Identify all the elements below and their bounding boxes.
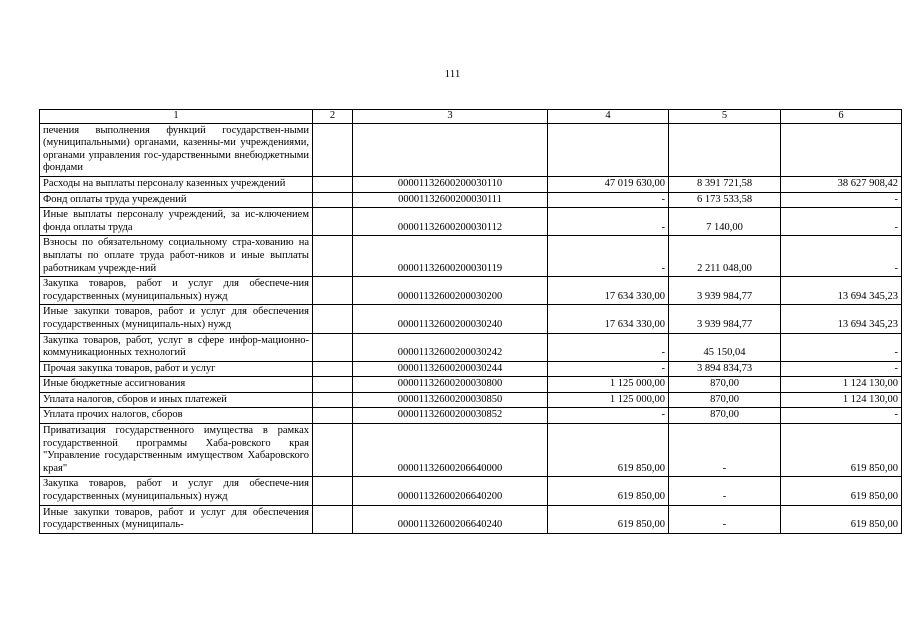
executed-amount	[669, 123, 781, 176]
column-header: 4	[548, 110, 669, 124]
row-description: Приватизация государственного имущества в рамках государственной программы Хаба-ровского края "Управление государственным имуществом Хабаровского края"	[40, 424, 313, 477]
budget-classification-code: 00001132600200030110	[353, 176, 548, 192]
row-column-2	[313, 333, 353, 361]
row-description: Прочая закупка товаров, работ и услуг	[40, 361, 313, 377]
row-column-2	[313, 392, 353, 408]
remaining-amount: -	[781, 408, 902, 424]
remaining-amount: 619 850,00	[781, 477, 902, 505]
row-column-2	[313, 477, 353, 505]
budget-classification-code: 00001132600200030244	[353, 361, 548, 377]
remaining-amount: 1 124 130,00	[781, 392, 902, 408]
row-description: печения выполнения функций государствен-ными (муниципальными) органами, казенны-ми учреждениями, органами управления гос-ударственными внебюджетными фондами	[40, 123, 313, 176]
table-row	[40, 236, 902, 277]
table-row	[40, 192, 902, 208]
row-description: Закупка товаров, работ и услуг для обеспече-ния государственных (муниципальных) нужд	[40, 277, 313, 305]
page-number: 111	[444, 68, 461, 80]
column-header: 6	[781, 110, 902, 124]
remaining-amount: -	[781, 333, 902, 361]
approved-amount: 1 125 000,00	[548, 392, 669, 408]
table-row	[40, 361, 902, 377]
approved-amount: 47 019 630,00	[548, 176, 669, 192]
executed-amount: 870,00	[669, 377, 781, 393]
row-description: Фонд оплаты труда учреждений	[40, 192, 313, 208]
budget-classification-code: 00001132600200030800	[353, 377, 548, 393]
remaining-amount: -	[781, 192, 902, 208]
row-column-2	[313, 377, 353, 393]
column-header: 5	[669, 110, 781, 124]
row-description: Расходы на выплаты персоналу казенных учреждений	[40, 176, 313, 192]
approved-amount: -	[548, 333, 669, 361]
budget-classification-code: 00001132600200030242	[353, 333, 548, 361]
approved-amount: 17 634 330,00	[548, 305, 669, 333]
table-row	[40, 333, 902, 361]
approved-amount: -	[548, 192, 669, 208]
remaining-amount: 38 627 908,42	[781, 176, 902, 192]
executed-amount: -	[669, 505, 781, 533]
remaining-amount: 13 694 345,23	[781, 305, 902, 333]
budget-classification-code: 00001132600200030111	[353, 192, 548, 208]
remaining-amount: -	[781, 361, 902, 377]
budget-classification-code: 00001132600200030119	[353, 236, 548, 277]
budget-classification-code: 00001132600206640000	[353, 424, 548, 477]
remaining-amount: 1 124 130,00	[781, 377, 902, 393]
row-description: Иные закупки товаров, работ и услуг для обеспечения государственных (муниципаль-	[40, 505, 313, 533]
executed-amount: 870,00	[669, 392, 781, 408]
approved-amount: 1 125 000,00	[548, 377, 669, 393]
table-row	[40, 305, 902, 333]
table-row	[40, 123, 902, 176]
row-column-2	[313, 208, 353, 236]
row-column-2	[313, 192, 353, 208]
row-description: Закупка товаров, работ, услуг в сфере инфор-мационно-коммуникационных технологий	[40, 333, 313, 361]
row-column-2	[313, 505, 353, 533]
column-header: 2	[313, 110, 353, 124]
column-header: 3	[353, 110, 548, 124]
approved-amount: 619 850,00	[548, 505, 669, 533]
row-description: Взносы по обязательному социальному стра-хованию на выплаты по оплате труда работ-ников и иные выплаты работникам учрежде-ний	[40, 236, 313, 277]
executed-amount: 3 939 984,77	[669, 277, 781, 305]
table-row	[40, 176, 902, 192]
remaining-amount: -	[781, 208, 902, 236]
remaining-amount	[781, 123, 902, 176]
column-header: 1	[40, 110, 313, 124]
budget-classification-code: 00001132600200030200	[353, 277, 548, 305]
row-column-2	[313, 305, 353, 333]
executed-amount: 2 211 048,00	[669, 236, 781, 277]
approved-amount: 17 634 330,00	[548, 277, 669, 305]
table-row	[40, 392, 902, 408]
table-row	[40, 208, 902, 236]
budget-classification-code: 00001132600206640240	[353, 505, 548, 533]
budget-classification-code: 00001132600200030852	[353, 408, 548, 424]
table-row	[40, 424, 902, 477]
budget-classification-code: 00001132600200030850	[353, 392, 548, 408]
remaining-amount: 619 850,00	[781, 424, 902, 477]
remaining-amount: -	[781, 236, 902, 277]
row-description: Иные бюджетные ассигнования	[40, 377, 313, 393]
budget-table	[39, 109, 902, 534]
table-row	[40, 477, 902, 505]
executed-amount: 3 939 984,77	[669, 305, 781, 333]
executed-amount: 8 391 721,58	[669, 176, 781, 192]
approved-amount: -	[548, 236, 669, 277]
row-column-2	[313, 176, 353, 192]
budget-classification-code: 00001132600206640200	[353, 477, 548, 505]
remaining-amount: 13 694 345,23	[781, 277, 902, 305]
table-row	[40, 277, 902, 305]
approved-amount: -	[548, 208, 669, 236]
table-header-row	[40, 110, 902, 124]
row-description: Уплата налогов, сборов и иных платежей	[40, 392, 313, 408]
row-column-2	[313, 424, 353, 477]
approved-amount: -	[548, 408, 669, 424]
row-description: Иные закупки товаров, работ и услуг для обеспечения государственных (муниципаль-ных) нужд	[40, 305, 313, 333]
table-row	[40, 408, 902, 424]
row-column-2	[313, 408, 353, 424]
row-description: Закупка товаров, работ и услуг для обеспече-ния государственных (муниципальных) нужд	[40, 477, 313, 505]
budget-classification-code: 00001132600200030240	[353, 305, 548, 333]
row-description: Иные выплаты персоналу учреждений, за ис-ключением фонда оплаты труда	[40, 208, 313, 236]
table-row	[40, 377, 902, 393]
budget-classification-code	[353, 123, 548, 176]
executed-amount: 3 894 834,73	[669, 361, 781, 377]
row-column-2	[313, 123, 353, 176]
budget-classification-code: 00001132600200030112	[353, 208, 548, 236]
executed-amount: 45 150,04	[669, 333, 781, 361]
executed-amount: 6 173 533,58	[669, 192, 781, 208]
remaining-amount: 619 850,00	[781, 505, 902, 533]
executed-amount: 870,00	[669, 408, 781, 424]
executed-amount: 7 140,00	[669, 208, 781, 236]
executed-amount: -	[669, 477, 781, 505]
approved-amount: -	[548, 361, 669, 377]
row-column-2	[313, 277, 353, 305]
approved-amount: 619 850,00	[548, 424, 669, 477]
row-description: Уплата прочих налогов, сборов	[40, 408, 313, 424]
row-column-2	[313, 236, 353, 277]
approved-amount	[548, 123, 669, 176]
table-row	[40, 505, 902, 533]
executed-amount: -	[669, 424, 781, 477]
approved-amount: 619 850,00	[548, 477, 669, 505]
row-column-2	[313, 361, 353, 377]
